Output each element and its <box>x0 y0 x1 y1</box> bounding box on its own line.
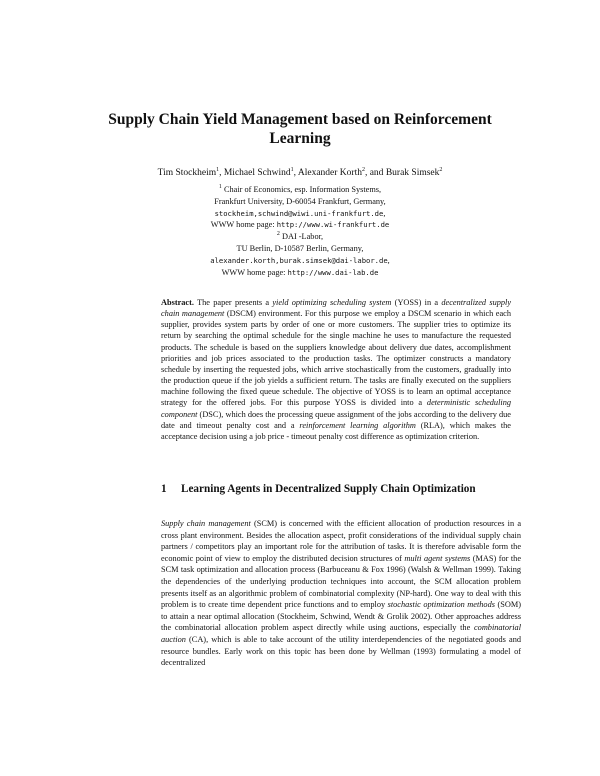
body-paragraph <box>161 518 521 669</box>
abstract-text: (RLA), which makes the acceptance decision using a job price - timeout penalty cost difference as optimization criterion. <box>161 420 511 441</box>
affiliation-line <box>150 231 450 243</box>
www-label: WWW home page: <box>210 220 277 230</box>
affiliation-email-line <box>150 255 450 267</box>
section-title: Learning Agents in Decentralized Supply Chain Optimization <box>181 483 476 495</box>
affiliation-mark: 2 <box>276 231 280 238</box>
body-emphasis: Supply chain management <box>161 519 251 528</box>
abstract-emphasis: decentralized supply chain management <box>161 298 512 319</box>
affiliation-email-line <box>150 208 450 220</box>
author-affiliation-mark: 2 <box>361 167 365 173</box>
author-separator: , and <box>364 168 386 178</box>
affiliation-mark: 1 <box>218 184 222 190</box>
abstract-text: (DSC), which does the processing queue assignment of the jobs according to the delivery due date and timeout penalty cost and a <box>161 409 511 430</box>
author-list <box>100 167 500 179</box>
author-separator: , <box>293 168 298 178</box>
body-text: (SCM) is concerned with the efficient allocation of production resources in a cross plant environment. Besides the allocation aspect, profit considerations of the individual supply chain partners / competitors play an important role for the attribution of tasks. It is therefore advisable form the economic point of view to employ the distributed decision structures of <box>161 519 521 563</box>
paper-title: Supply Chain Yield Management based on Reinforcement Learning <box>108 111 492 147</box>
body-emphasis: combinatorial auction <box>161 623 521 644</box>
punctuation: , <box>387 255 390 265</box>
abstract-text: (YOSS) in a <box>391 298 442 307</box>
abstract-emphasis: deterministic scheduling component <box>161 398 511 419</box>
author-separator: , <box>219 168 224 178</box>
section-heading <box>161 482 521 496</box>
abstract-text: (DSCM) environment. For this purpose we employ a DSCM scenario in which each supplier, provides system parts by order of one or more customers. The supplier tries to optimize its return by searching the optimal schedule for the single machine he uses to manufacture the requested products. The schedule is based on the suppliers knowledge about delivery due dates, accomplishment priorities and job prices associated to the production tasks. The optimizer constructs a mandatory schedule by inserting the requested jobs, which arrive stochastically from the customers, gradually into the production queue if the job yields a sufficient return. The tasks are finally executed on the suppliers machine following the fixed queue schedule. The objective of YOSS is to learn an optimal acceptance strategy for the offered jobs. For this purpose YOSS is divided into a <box>161 309 511 408</box>
author-name: Tim Stockheim <box>157 168 217 178</box>
affiliation-homepage-link[interactable]: http://www.wi-frankfurt.de <box>276 220 390 230</box>
author-affiliation-mark: 2 <box>439 167 443 173</box>
affiliations <box>150 184 450 278</box>
abstract-emphasis: reinforcement learning algorithm <box>299 420 416 430</box>
abstract-label: Abstract. <box>161 298 194 307</box>
www-label: WWW home page: <box>221 267 288 277</box>
affiliation-text: DAI -Labor, <box>279 232 324 242</box>
affiliation-email: stockheim,schwind@wiwi.uni-frankfurt.de <box>214 208 384 218</box>
abstract-emphasis: yield optimizing scheduling system <box>272 298 392 307</box>
affiliation-line: TU Berlin, D-10587 Berlin, Germany, <box>236 243 364 253</box>
affiliation-line <box>150 184 450 196</box>
body-text: (SOM) to attain a near optimal allocation (Stockheim, Schwind, Wendt & Grolik 2002). Other approaches address the combinatorial allocation problem aspect directly while using auctions, especially the <box>161 600 521 633</box>
body-text: (CA), which is able to take account of the utility interdependencies of the negotiated goods and resource bundles. Early work on this topic has been done by Wellman (1993) formulating a model of decentralized <box>161 634 521 668</box>
affiliation-www-line <box>150 219 450 231</box>
author-name: Michael Schwind <box>223 168 291 178</box>
abstract-text: The paper presents a <box>193 298 273 307</box>
author-name: Alexander Korth <box>297 168 362 178</box>
body-emphasis: multi agent systems <box>404 553 471 563</box>
affiliation-www-line <box>150 267 450 279</box>
body-emphasis: stochastic optimization methods <box>387 600 495 610</box>
affiliation-email: alexander.korth,burak.simsek@dai-labor.de <box>210 255 388 265</box>
body-text: (MAS) for the SCM task optimization and allocation process (Barbuceanu & Fox 1996) (Walsh & Wellman 1999). Taking the dependencies of the underlying production techniques into account, the SCM allocation problem presents itself as an algorithmic problem of combinatorial complexity (NP-hard). One way to deal with this problem is to create time dependent price functions and to employ <box>161 553 521 610</box>
affiliation-homepage-link[interactable]: http://www.dai-lab.de <box>287 267 379 277</box>
author-affiliation-mark: 1 <box>216 167 220 173</box>
punctuation: , <box>383 208 386 218</box>
author-name: Burak Simsek <box>385 168 440 178</box>
affiliation-line: Frankfurt University, D-60054 Frankfurt, Germany, <box>214 196 386 206</box>
section-number: 1 <box>161 483 167 495</box>
affiliation-text: Chair of Economics, esp. Information Systems, <box>221 185 382 194</box>
author-affiliation-mark: 1 <box>290 167 294 173</box>
abstract <box>161 297 511 442</box>
